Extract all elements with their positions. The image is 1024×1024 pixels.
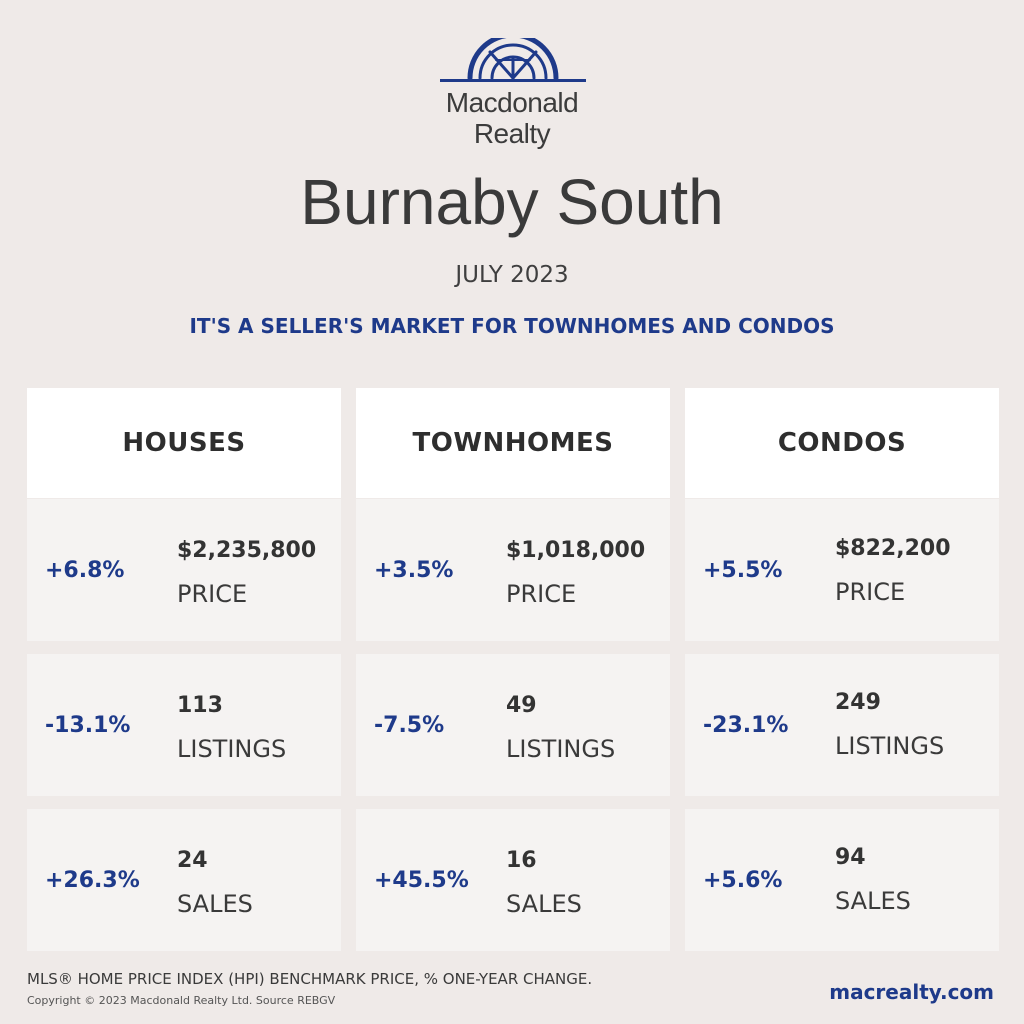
percent-change: -7.5%	[374, 712, 445, 738]
stat-card-houses-price	[27, 499, 341, 641]
percent-change: +26.3%	[45, 867, 140, 893]
brand-name-line1: Macdonald	[445, 87, 579, 118]
market-headline: IT'S A SELLER'S MARKET FOR TOWNHOMES AND CONDOS	[189, 314, 835, 338]
column-header-houses: HOUSES	[27, 388, 341, 498]
percent-change: +6.8%	[45, 557, 125, 583]
stat-value: 113	[177, 693, 223, 718]
stat-label: PRICE	[177, 580, 248, 608]
stat-value: 24	[177, 848, 208, 873]
percent-change: +5.5%	[703, 557, 783, 583]
stat-label: LISTINGS	[506, 735, 616, 763]
percent-change: +45.5%	[374, 867, 469, 893]
stat-label: SALES	[835, 887, 911, 915]
stat-value: 16	[506, 848, 537, 873]
footnote: MLS® HOME PRICE INDEX (HPI) BENCHMARK PRICE, % ONE-YEAR CHANGE.	[27, 970, 593, 988]
page-title: Burnaby South	[300, 166, 724, 238]
stat-label: PRICE	[835, 578, 906, 606]
column-header-condos: CONDOS	[685, 388, 999, 498]
stat-card-condos-price	[685, 499, 999, 641]
stat-value: 94	[835, 845, 866, 870]
website-link[interactable]: macrealty.com	[829, 980, 994, 1004]
stat-card-houses-sales	[27, 809, 341, 951]
stat-label: LISTINGS	[835, 732, 945, 760]
stat-label: SALES	[177, 890, 253, 918]
stat-value: $822,200	[835, 536, 951, 561]
percent-change: -13.1%	[45, 712, 131, 738]
stat-card-houses-listings	[27, 654, 341, 796]
stat-value: $1,018,000	[506, 538, 646, 563]
percent-change: +3.5%	[374, 557, 454, 583]
report-date: JULY 2023	[455, 262, 569, 288]
stat-value: 49	[506, 693, 537, 718]
stat-card-condos-sales	[685, 809, 999, 951]
stat-value: $2,235,800	[177, 538, 317, 563]
stat-label: LISTINGS	[177, 735, 287, 763]
column-header-townhomes: TOWNHOMES	[356, 388, 670, 498]
stat-card-townhomes-listings	[356, 654, 670, 796]
stat-card-townhomes-price	[356, 499, 670, 641]
stat-card-townhomes-sales	[356, 809, 670, 951]
macdonald-realty-logo-icon	[440, 38, 586, 86]
percent-change: +5.6%	[703, 867, 783, 893]
stat-value: 249	[835, 690, 881, 715]
copyright: Copyright © 2023 Macdonald Realty Ltd. Source REBGV	[27, 994, 336, 1007]
brand-name-line2: Realty	[473, 118, 551, 149]
stat-card-condos-listings	[685, 654, 999, 796]
stat-label: PRICE	[506, 580, 577, 608]
stat-label: SALES	[506, 890, 582, 918]
percent-change: -23.1%	[703, 712, 789, 738]
